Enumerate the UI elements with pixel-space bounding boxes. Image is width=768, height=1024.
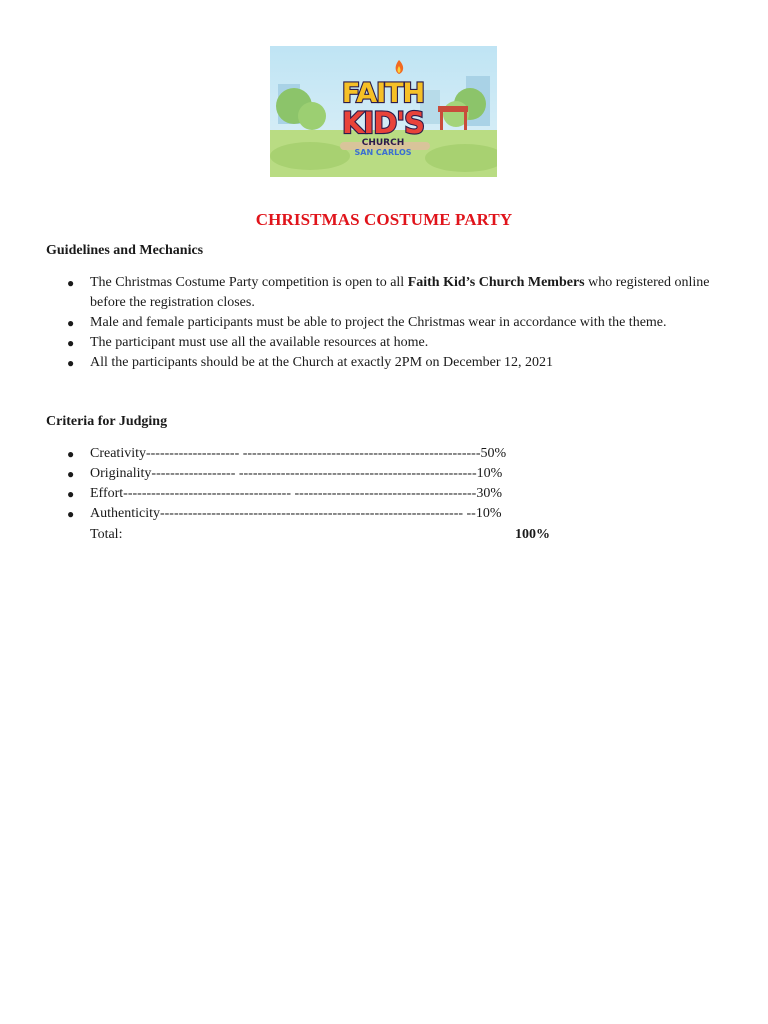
criteria-item [67,504,560,524]
guideline-item-1-before: The Christmas Costume Party competition is open to all [90,275,408,290]
svg-text:FAITH [342,78,424,109]
faith-kids-church-logo [270,46,497,177]
guideline-item-3: The participant must use all the available resources at home. [90,335,429,350]
bullet-icon: ● [67,336,75,350]
guideline-item-1-after: who registered online before the registration closes. [90,275,710,310]
bullet-icon: ● [67,447,75,461]
logo-illustration [270,46,497,177]
logo-line-kids: KID'S [341,106,425,140]
guideline-item [67,353,730,373]
guidelines-heading: Guidelines and Mechanics [46,243,204,258]
bullet-icon: ● [67,356,75,370]
criteria-item [67,444,560,464]
svg-text:KID'S [342,106,424,140]
criteria-heading: Criteria for Judging [46,414,168,429]
logo-line-san-carlos: SAN CARLOS [354,148,412,157]
criteria-effort: Effort------------------------------------ ---------------------------------------30% [90,486,502,501]
logo-line-church: CHURCH [361,138,405,148]
bullet-icon: ● [67,507,75,521]
guideline-item [67,333,730,353]
page-title: CHRISTMAS COSTUME PARTY [255,210,513,229]
criteria-item [67,484,560,504]
criteria-item [67,464,560,484]
criteria-creativity: Creativity-------------------- ---------------------------------------------------50% [90,446,507,461]
criteria-total [90,525,550,545]
criteria-list [67,444,560,524]
bullet-icon: ● [67,316,75,330]
guidelines-list [67,273,730,373]
bullet-icon: ● [67,487,75,501]
criteria-originality: Originality------------------ ---------------------------------------------------10% [90,466,503,481]
guideline-item-1-bold: Faith Kid’s Church Members [407,275,585,290]
criteria-authenticity: Authenticity----------------------------------------------------------------- --10% [90,506,502,521]
bullet-icon: ● [67,276,75,290]
guideline-item [67,273,730,313]
guideline-item-4: All the participants should be at the Church at exactly 2PM on December 12, 2021 [90,355,554,370]
total-label: Total: [90,527,123,542]
total-value: 100% [515,527,550,542]
bullet-icon: ● [67,467,75,481]
logo-line-faith: FAITH [341,78,425,109]
guideline-item [67,313,730,333]
guideline-item-2: Male and female participants must be able to project the Christmas wear in accordance with the theme. [90,315,667,330]
